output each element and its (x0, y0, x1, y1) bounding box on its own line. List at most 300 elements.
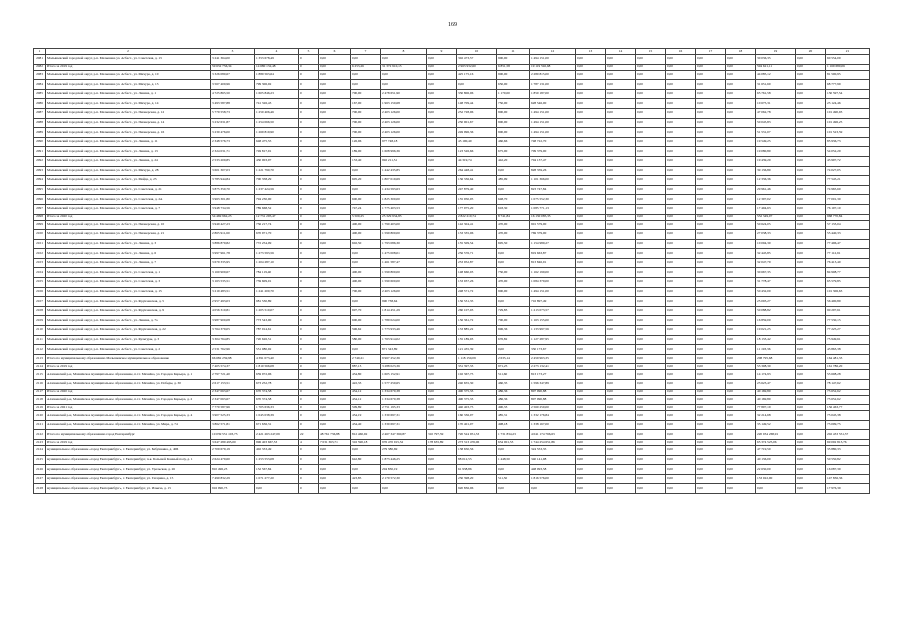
value-cell: 0,00 (636, 195, 666, 205)
value-cell: 19 439,20 (756, 156, 796, 166)
value-cell: 0 (299, 99, 319, 109)
value-cell: 1 434 593,63 (381, 185, 427, 195)
value-cell: 628 546,00 (530, 99, 576, 109)
value-cell: 0,00 (666, 430, 696, 440)
row-number: 2106 (34, 287, 46, 297)
value-cell: 0,00 (427, 364, 457, 370)
value-cell: 1 590 600,00 (381, 278, 427, 288)
value-cell: 0,00 (636, 70, 666, 80)
value-cell: 1 330 697,31 (381, 411, 427, 421)
value-cell: 0,00 (696, 364, 726, 370)
value-cell: 0,00 (427, 195, 457, 205)
value-cell: 0,00 (636, 176, 666, 186)
value-cell: 0,00 (796, 204, 826, 214)
value-cell: 0,00 (319, 239, 351, 249)
row-number: 2096 (34, 195, 46, 205)
value-cell: 0,00 (636, 89, 666, 99)
value-cell: 0,00 (427, 484, 457, 494)
value-cell: 0,00 (726, 118, 756, 128)
value-cell: 2 797 721,40 (211, 370, 255, 380)
address-cell: Малышевский городской округ, р.п. Малышева ул. Асбест., ул. Фрунзенская, д. 5 (46, 297, 211, 307)
value-cell: 0,00 (756, 484, 796, 494)
value-cell: 2 624 479,60 (211, 455, 255, 465)
value-cell: 0,00 (576, 204, 606, 214)
value-cell: 4 (299, 439, 319, 445)
value-cell: 0,00 (666, 439, 696, 445)
row-number: 2105 (34, 278, 46, 288)
value-cell: 0,00 (666, 335, 696, 345)
value-cell: 1 253 553,08 (255, 455, 299, 465)
value-cell: 0,00 (606, 99, 636, 109)
value-cell: 0,00 (696, 326, 726, 336)
value-cell: 29 961,46 (756, 185, 796, 195)
value-cell: 0,00 (696, 258, 726, 268)
value-cell: 11 193,36 (756, 345, 796, 355)
value-cell: 580,00 (351, 335, 381, 345)
value-cell: 0,00 (319, 55, 351, 65)
value-cell: 0,00 (606, 335, 636, 345)
value-cell: 73 045,38 (826, 411, 870, 421)
value-cell: 3 288 023,36 (381, 364, 427, 370)
value-cell: 0,00 (796, 89, 826, 99)
value-cell: 618,30 (497, 204, 530, 214)
value-cell: 76 197,10 (826, 204, 870, 214)
value-cell: 1 787 131,00 (530, 80, 576, 90)
value-cell: 2 347 063,67 (211, 389, 255, 395)
row-number: 2127 (34, 474, 46, 484)
value-cell: 794 230,90 (255, 195, 299, 205)
value-cell: 676,82 (497, 335, 530, 345)
value-cell: 4 056 310,81 (211, 306, 255, 316)
value-cell: 0,00 (606, 147, 636, 157)
row-number: 2118 (34, 395, 46, 405)
value-cell: 0,00 (576, 389, 606, 395)
value-cell: 0,00 (796, 195, 826, 205)
value-cell: 30 667,35 (756, 268, 796, 278)
address-cell: муниципальное образование «город Екатеринбург», г. Екатеринбург, ул. Уральская, д. 26 (46, 465, 211, 475)
value-cell: 789 668,52 (255, 204, 299, 214)
value-cell: 0 (299, 204, 319, 214)
value-cell: 773 543,90 (255, 316, 299, 326)
value-cell: 0,00 (497, 465, 530, 475)
address-cell: Малышевский городской округ, р.п. Малышева ул. Асбест., ул. Пионерская, д. 21 (46, 230, 211, 240)
value-cell: 84 908,77 (826, 268, 870, 278)
value-cell: 0,00 (351, 445, 381, 455)
value-cell: 0,00 (696, 128, 726, 138)
value-cell: 0,00 (696, 195, 726, 205)
value-cell: 2 348 576,73 (211, 137, 255, 147)
value-cell: 1 793 086,30 (381, 239, 427, 249)
value-cell: 156 463,77 (826, 405, 870, 411)
table-row (34, 335, 870, 345)
value-cell: 0,00 (576, 156, 606, 166)
value-cell: 0,00 (796, 118, 826, 128)
value-cell: 1 237 424,56 (255, 185, 299, 195)
value-cell: 0,00 (427, 455, 457, 465)
value-cell: 0,00 (636, 439, 666, 445)
value-cell: 511,50 (497, 474, 530, 484)
value-cell: 0,00 (319, 258, 351, 268)
row-number: 2093 (34, 166, 46, 176)
value-cell: 19 119 592,68 (530, 64, 576, 70)
value-cell: 316 590,18 (351, 439, 381, 445)
value-cell: 102 367,75 (457, 370, 497, 380)
address-cell: Малышевский городской округ, р.п. Малышева ул. Асбест., ул. Ленина, д. 24 (46, 156, 211, 166)
value-cell: 0 (299, 185, 319, 195)
value-cell: 0,00 (636, 474, 666, 484)
value-cell: 0,00 (726, 220, 756, 230)
value-cell: 813 173,27 (530, 370, 576, 380)
table-row (34, 185, 870, 195)
value-cell: 0,00 (636, 445, 666, 455)
value-cell: 0,00 (696, 204, 726, 214)
value-cell: 35 880,33 (826, 445, 870, 455)
value-cell: 1 118 150,09 (457, 354, 497, 364)
address-cell: Малышевский городской округ, р.п. Малышева ул. Асбест., ул. Мичура, д. 28 (46, 166, 211, 176)
value-cell: 0,00 (666, 268, 696, 278)
value-cell: 48 761 736,88 (319, 430, 351, 440)
value-cell: 0,00 (319, 364, 351, 370)
value-cell: 0,00 (726, 411, 756, 421)
value-cell: 971,25 (497, 364, 530, 370)
row-number: 2102 (34, 249, 46, 259)
value-cell: 0,00 (796, 306, 826, 316)
value-cell: 0 (299, 230, 319, 240)
row-number: 2101 (34, 239, 46, 249)
value-cell: 0,00 (796, 258, 826, 268)
value-cell: 0,00 (666, 185, 696, 195)
value-cell: 0,00 (726, 147, 756, 157)
row-number: 2110 (34, 326, 46, 336)
value-cell: 2 560 250,00 (530, 405, 576, 411)
value-cell: 0,00 (666, 195, 696, 205)
row-number: 2095 (34, 185, 46, 195)
value-cell: 0,00 (606, 156, 636, 166)
value-cell: 0,00 (319, 156, 351, 166)
value-cell: 0,00 (381, 80, 427, 90)
value-cell: 2 347 063,67 (211, 395, 255, 405)
value-cell: 0,00 (576, 108, 606, 118)
value-cell: 0 (299, 80, 319, 90)
value-cell: 9 967 252,36 (381, 354, 427, 364)
value-cell: 0,00 (606, 389, 636, 395)
value-cell: 0,00 (381, 484, 427, 494)
value-cell: 40 136,00 (756, 455, 796, 465)
value-cell: 12 336,36 (756, 176, 796, 186)
value-cell: 5 509,25 (351, 214, 381, 220)
value-cell: 0,00 (636, 220, 666, 230)
value-cell: 0,00 (726, 370, 756, 380)
value-cell: 0,00 (427, 395, 457, 405)
value-cell: 0,00 (796, 239, 826, 249)
value-cell: 0,00 (666, 306, 696, 316)
value-cell: 0,00 (319, 287, 351, 297)
value-cell: 249 996,36 (457, 128, 497, 138)
address-cell: муниципальное образование «город Екатеринбург», г. Екатеринбург, п-к. Большой Конный полу, д. 1 (46, 455, 211, 465)
value-cell: 3 875 350,70 (211, 185, 255, 195)
value-cell: 160 336,07 (457, 411, 497, 421)
value-cell: 695,50 (497, 239, 530, 249)
value-cell: 54 469 962,23 (211, 214, 255, 220)
value-cell: 0,00 (696, 137, 726, 147)
table-row (34, 99, 870, 109)
column-header: 11 (497, 49, 530, 55)
value-cell: 0,00 (796, 80, 826, 90)
table-row (34, 204, 870, 214)
value-cell: 1 599 800,00 (381, 268, 427, 278)
column-header: 3 (211, 49, 255, 55)
value-cell: 0 (299, 326, 319, 336)
value-cell: 81 500,95 (826, 70, 870, 80)
value-cell: 0,00 (796, 370, 826, 380)
value-cell: 164 481,33 (826, 354, 870, 364)
value-cell: 1 442 435,85 (381, 166, 427, 176)
value-cell: 101 523,59 (826, 128, 870, 138)
address-cell: Малышевский городской округ, р.п. Малышева ул. Асбест., ул. Советская, д. 15 (46, 287, 211, 297)
address-cell: Малышевский городской округ, р.п. Малышева ул. Асбест., ул. Ленина, д. 11 (46, 137, 211, 147)
value-cell: 0,00 (427, 55, 457, 65)
value-cell: 784 119,40 (255, 268, 299, 278)
value-cell: 0,00 (636, 306, 666, 316)
row-number: 2128 (34, 484, 46, 494)
value-cell: 310 797,59 (427, 430, 457, 440)
value-cell: 0,00 (576, 455, 606, 465)
value-cell: 659 972,96 (255, 370, 299, 380)
value-cell: 0,00 (666, 249, 696, 259)
value-cell: 0,00 (606, 278, 636, 288)
value-cell: 75 949,61 (826, 335, 870, 345)
value-cell: 51 531,07 (756, 128, 796, 138)
value-cell: 0,00 (666, 118, 696, 128)
address-cell: Малышевский городской округ, р.п. Малышева ул. Асбест., ул. Ленина, д. 1 (46, 89, 211, 99)
value-cell: 968 770,84 (826, 214, 870, 220)
value-cell: 0,00 (319, 108, 351, 118)
value-cell: 16 859,00 (756, 316, 796, 326)
value-cell: 273 313 476,06 (457, 439, 497, 445)
address-cell: Малышевский городской округ, р.п. Малышева ул. Асбест., ул. Культуры, д. 3 (46, 335, 211, 345)
value-cell: 0 (299, 287, 319, 297)
value-cell: 1 204 287,10 (255, 258, 299, 268)
value-cell: 0,00 (351, 297, 381, 307)
value-cell: 0,00 (606, 70, 636, 80)
value-cell: 0,00 (696, 316, 726, 326)
value-cell: 0,00 (427, 420, 457, 430)
value-cell: 0,00 (726, 128, 756, 138)
value-cell: 470,00 (497, 230, 530, 240)
value-cell: 425 175,16 (457, 70, 497, 80)
value-cell: 53 608,28 (826, 370, 870, 380)
value-cell: 3 949 427,23 (211, 220, 255, 230)
table-row (34, 430, 870, 440)
value-cell: 0,00 (606, 176, 636, 186)
value-cell: 0,00 (576, 55, 606, 65)
value-cell: 1 577 250,65 (381, 380, 427, 390)
value-cell: 247 879,40 (457, 185, 497, 195)
value-cell: 0,00 (319, 395, 351, 405)
value-cell: 434,12 (351, 389, 381, 395)
value-cell: 0,00 (696, 370, 726, 380)
value-cell: 0,00 (576, 297, 606, 307)
value-cell: 1 273 593,56 (255, 249, 299, 259)
value-cell: 0,00 (796, 411, 826, 421)
value-cell: 0,00 (606, 137, 636, 147)
value-cell: 0,00 (576, 268, 606, 278)
value-cell: 0,00 (319, 474, 351, 484)
value-cell: 0,00 (726, 389, 756, 395)
value-cell: 2 865 911,60 (211, 230, 255, 240)
value-cell: 133,40 (351, 156, 381, 166)
value-cell: 0,00 (427, 70, 457, 80)
value-cell: 0,00 (606, 484, 636, 494)
value-cell: 32 214,68 (756, 411, 796, 421)
value-cell: 85 936,73 (826, 137, 870, 147)
value-cell: 0,00 (606, 287, 636, 297)
column-header: 6 (319, 49, 351, 55)
value-cell: 0,00 (427, 370, 457, 380)
value-cell: 0,00 (606, 306, 636, 316)
table-row (34, 249, 870, 259)
value-cell: 0,00 (427, 465, 457, 475)
value-cell: 0,00 (636, 455, 666, 465)
value-cell: 0,00 (319, 166, 351, 176)
row-number: 2126 (34, 465, 46, 475)
value-cell: 0,00 (319, 306, 351, 316)
value-cell: 0,00 (726, 156, 756, 166)
value-cell: 901 579,00 (530, 220, 576, 230)
value-cell: 0,00 (319, 80, 351, 90)
value-cell: 0,00 (666, 445, 696, 455)
row-number: 2121 (34, 420, 46, 430)
value-cell: 0,00 (636, 287, 666, 297)
row-number: 2107 (34, 297, 46, 307)
address-cell: Малышевский городской округ, р.п. Малышева ул. Асбест., ул. Мичура, д. 10 (46, 70, 211, 80)
value-cell: 1 494 151,00 (530, 118, 576, 128)
column-header: 19 (756, 49, 796, 55)
column-header: 1 (34, 49, 46, 55)
value-cell: 16 087,39 (826, 465, 870, 475)
value-cell: 3 886 879,82 (211, 239, 255, 249)
value-cell: 30 036,35 (756, 55, 796, 65)
value-cell: 1 221 790,70 (255, 166, 299, 176)
value-cell: 0,00 (427, 474, 457, 484)
value-cell: 0,00 (576, 89, 606, 99)
value-cell: 77 225,27 (826, 326, 870, 336)
value-cell: 0 (299, 70, 319, 80)
value-cell: 3 907 525,33 (211, 411, 255, 421)
value-cell: 460,35 (497, 380, 530, 390)
value-cell: 43 997,72 (826, 156, 870, 166)
value-cell: 0,00 (796, 474, 826, 484)
value-cell: 133 885,22 (457, 326, 497, 336)
value-cell: 828 359,26 (530, 166, 576, 176)
value-cell: 1 494 151,00 (530, 55, 576, 65)
value-cell: 73 652,62 (826, 395, 870, 405)
value-cell: 1 461 587,47 (381, 258, 427, 268)
value-cell: 0,00 (576, 278, 606, 288)
value-cell: 0,00 (696, 455, 726, 465)
address-cell: Алапаевский р-н, Махнёвское муниципальное образование, п.г.т. Махнёво, ул. Городок Карьера, д. 2 (46, 395, 211, 405)
value-cell: 0,00 (636, 354, 666, 364)
value-cell: 0,00 (427, 354, 457, 364)
value-cell: 0,00 (666, 364, 696, 370)
value-cell: 1 154 989,27 (530, 239, 576, 249)
value-cell: 123 526,66 (457, 147, 497, 157)
value-cell: 0,00 (497, 345, 530, 355)
value-cell: 178 635,89 (427, 439, 457, 445)
value-cell: 0,00 (636, 405, 666, 411)
address-cell: Малышевский городской округ, р.п. Малышева ул. Асбест., ул. Советская, д. 2 (46, 345, 211, 355)
value-cell: 0 (299, 306, 319, 316)
value-cell: 2 467 347 360,87 (381, 430, 427, 440)
row-number: 2123 (34, 439, 46, 445)
value-cell: 0,00 (497, 258, 530, 268)
table-row (34, 166, 870, 176)
value-cell: 0,00 (696, 64, 726, 70)
value-cell: 470,00 (497, 278, 530, 288)
value-cell: 0,00 (666, 287, 696, 297)
value-cell: 77 001,30 (826, 195, 870, 205)
value-cell: 3 493 587,88 (211, 99, 255, 109)
value-cell: 0,00 (726, 64, 756, 70)
value-cell: 0,00 (696, 185, 726, 195)
row-number: 2112 (34, 345, 46, 355)
value-cell: 0,00 (606, 455, 636, 465)
value-cell: 0 (299, 249, 319, 259)
value-cell: 709 379,00 (530, 147, 576, 157)
value-cell: 0,00 (666, 389, 696, 395)
value-cell: 1 163 155,00 (530, 316, 576, 326)
value-cell: 602,50 (351, 239, 381, 249)
value-cell: 0,00 (726, 439, 756, 445)
value-cell: 0 (299, 420, 319, 430)
value-cell: 1 075 552,30 (530, 195, 576, 205)
value-cell: 1 494 151,00 (530, 128, 576, 138)
value-cell: 0 (299, 316, 319, 326)
value-cell: 0,00 (606, 405, 636, 411)
value-cell: 0,00 (427, 345, 457, 355)
value-cell: 0,00 (726, 268, 756, 278)
value-cell: 0,00 (576, 70, 606, 80)
value-cell: 0,00 (576, 249, 606, 259)
column-header: 21 (826, 49, 870, 55)
value-cell: 240 655,30 (457, 380, 497, 390)
row-number: 2119 (34, 405, 46, 411)
value-cell: 147 836,36 (826, 474, 870, 484)
value-cell: 0,00 (606, 316, 636, 326)
value-cell: 900,00 (497, 55, 530, 65)
value-cell: 900,00 (497, 70, 530, 80)
value-cell: 1 338 167,00 (530, 420, 576, 430)
value-cell: 0 (299, 411, 319, 421)
value-cell: 0,00 (319, 204, 351, 214)
address-cell: Малышевский городской округ, р.п. Малышева ул. Асбест., ул. Ленина, д. 7а (46, 316, 211, 326)
value-cell: 0,00 (726, 176, 756, 186)
value-cell: 0,00 (427, 176, 457, 186)
value-cell: 0,00 (696, 354, 726, 364)
column-header: 13 (576, 49, 606, 55)
value-cell: 204 830,19 (381, 465, 427, 475)
value-cell: 208 795,68 (756, 354, 796, 364)
value-cell: 0,00 (606, 55, 636, 65)
value-cell: 0,00 (576, 380, 606, 390)
value-cell: 2 459 963,35 (530, 354, 576, 364)
value-cell: 0,00 (606, 364, 636, 370)
value-cell: 0,00 (726, 380, 756, 390)
value-cell: 2 421 263 247,09 (255, 430, 299, 440)
value-cell: 0,00 (696, 335, 726, 345)
value-cell: 700 358,29 (255, 176, 299, 186)
table-row (34, 195, 870, 205)
